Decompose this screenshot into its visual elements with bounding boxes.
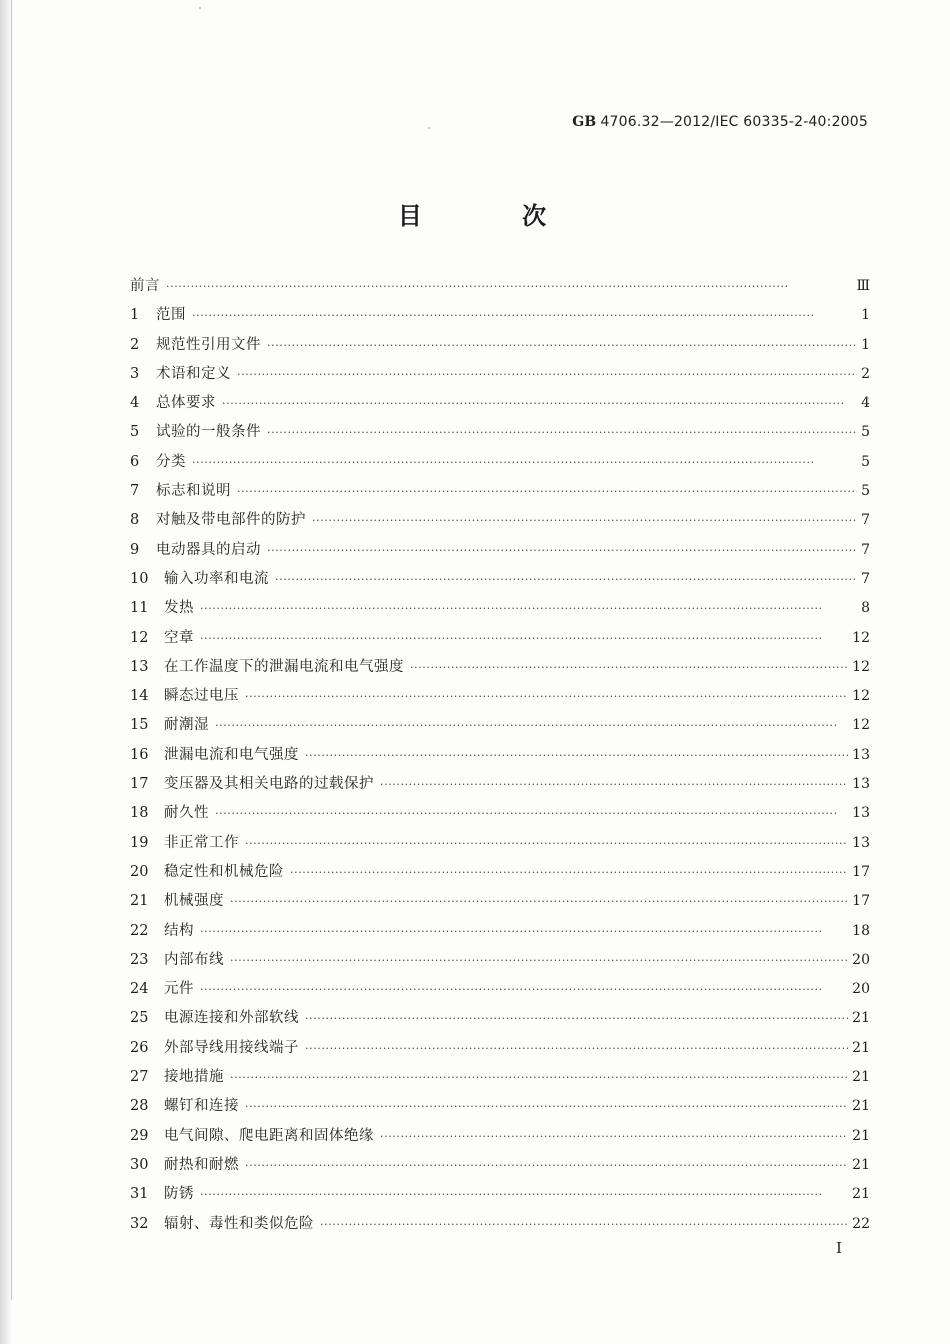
standard-number-header xyxy=(572,114,868,130)
toc-entry-number: 22 xyxy=(130,922,149,939)
scan-speck xyxy=(199,7,201,9)
toc-dot-leader xyxy=(245,690,848,703)
toc-entry-title: 范围 xyxy=(156,307,186,324)
toc-entry-number: 32 xyxy=(130,1215,149,1232)
toc-dot-leader xyxy=(267,544,857,557)
toc-dot-leader xyxy=(200,983,848,996)
toc-entry-number: 6 xyxy=(130,453,140,470)
toc-entry[interactable] xyxy=(130,713,870,742)
toc-entry-title: 瞬态过电压 xyxy=(164,688,239,705)
toc-entry-title: 螺钉和连接 xyxy=(164,1098,239,1115)
toc-entry-page: 5 xyxy=(861,453,870,470)
toc-entry-page: 13 xyxy=(852,834,870,851)
toc-entry-page: 4 xyxy=(861,395,870,412)
standard-prefix: GB xyxy=(572,114,597,130)
toc-entry-page: 1 xyxy=(861,336,870,353)
toc-dot-leader xyxy=(166,280,852,293)
toc-entry-title: 耐热和耐燃 xyxy=(164,1156,239,1173)
toc-entry-title: 泄漏电流和电气强度 xyxy=(164,746,299,763)
toc-entry-number: 13 xyxy=(130,658,149,675)
toc-entry[interactable] xyxy=(130,1006,870,1035)
toc-entry-number: 26 xyxy=(130,1039,149,1056)
toc-entry[interactable] xyxy=(130,333,870,362)
toc-entry-number: 1 xyxy=(130,307,140,324)
toc-dot-leader xyxy=(267,426,857,439)
toc-entry-page: 5 xyxy=(861,424,870,441)
toc-entry[interactable] xyxy=(130,801,870,830)
toc-entry[interactable] xyxy=(130,508,870,537)
toc-entry-number: 12 xyxy=(130,629,149,646)
toc-entry-page: 13 xyxy=(852,805,870,822)
toc-dot-leader xyxy=(237,485,857,498)
toc-entry-title: 分类 xyxy=(156,453,186,470)
toc-dot-leader xyxy=(245,837,848,850)
toc-entry-number: 30 xyxy=(130,1156,149,1173)
toc-entry[interactable] xyxy=(130,1153,870,1182)
toc-entry-title: 试验的一般条件 xyxy=(156,424,261,441)
toc-entry-title: 空章 xyxy=(164,629,194,646)
toc-entry-page: 21 xyxy=(852,1039,870,1056)
toc-dot-leader xyxy=(305,1012,848,1025)
toc-entry-page: 12 xyxy=(852,717,870,734)
toc-dot-leader xyxy=(245,1100,848,1113)
toc-dot-leader xyxy=(237,368,857,381)
toc-dot-leader xyxy=(200,632,848,645)
toc-dot-leader xyxy=(230,895,848,908)
toc-dot-leader xyxy=(380,1130,848,1143)
toc-entry-title: 变压器及其相关电路的过载保护 xyxy=(164,776,374,793)
toc-entry[interactable] xyxy=(130,772,870,801)
toc-entry-page: 18 xyxy=(852,922,870,939)
toc-entry-page: 7 xyxy=(861,570,870,587)
toc-dot-leader xyxy=(200,602,857,615)
toc-entry[interactable] xyxy=(130,303,870,332)
toc-entry-number: 15 xyxy=(130,717,149,734)
scan-edge-line xyxy=(11,0,12,1300)
toc-entry-page: 8 xyxy=(861,600,870,617)
toc-entry-title: 在工作温度下的泄漏电流和电气强度 xyxy=(164,658,404,675)
page-number: Ⅰ xyxy=(836,1239,842,1257)
toc-entry[interactable] xyxy=(130,1182,870,1211)
toc-entry-page: 13 xyxy=(852,746,870,763)
toc-entry-page: 21 xyxy=(852,1098,870,1115)
toc-entry[interactable] xyxy=(130,1036,870,1065)
toc-entry-number: 18 xyxy=(130,805,149,822)
toc-entry-page: 12 xyxy=(852,658,870,675)
toc-entry-title: 输入功率和电流 xyxy=(164,570,269,587)
toc-entry-title: 对触及带电部件的防护 xyxy=(156,512,306,529)
toc-entry-title: 前言 xyxy=(130,278,160,294)
toc-dot-leader xyxy=(200,925,848,938)
toc-entry-number: 14 xyxy=(130,688,149,705)
toc-entry-page: 12 xyxy=(852,629,870,646)
toc-entry-title: 耐潮湿 xyxy=(164,717,209,734)
toc-entry[interactable] xyxy=(130,538,870,567)
toc-entry[interactable] xyxy=(130,567,870,596)
toc-entry-number: 10 xyxy=(130,570,149,587)
toc-entry-page: 2 xyxy=(861,365,870,382)
toc-entry[interactable] xyxy=(130,860,870,889)
toc-dot-leader xyxy=(245,1159,848,1172)
toc-entry-number: 25 xyxy=(130,1010,149,1027)
toc-dot-leader xyxy=(305,1042,848,1055)
toc-entry-number: 28 xyxy=(130,1098,149,1115)
toc-entry-title: 结构 xyxy=(164,922,194,939)
toc-entry[interactable] xyxy=(130,1065,870,1094)
toc-entry[interactable] xyxy=(130,420,870,449)
toc-entry-number: 27 xyxy=(130,1069,149,1086)
toc-entry-title: 电气间隙、爬电距离和固体绝缘 xyxy=(164,1127,374,1144)
scan-speck xyxy=(428,127,430,129)
toc-entry-number: 20 xyxy=(130,863,149,880)
toc-entry[interactable] xyxy=(130,1094,870,1123)
toc-dot-leader xyxy=(222,397,857,410)
page-title: 目 次 xyxy=(397,202,593,230)
toc-dot-leader xyxy=(305,749,848,762)
toc-dot-leader xyxy=(230,954,848,967)
toc-entry-number: 5 xyxy=(130,424,140,441)
toc-dot-leader xyxy=(312,514,857,527)
toc-entry[interactable] xyxy=(130,626,870,655)
toc-entry-title: 术语和定义 xyxy=(156,365,231,382)
toc-entry-page: 21 xyxy=(852,1127,870,1144)
toc-entry[interactable] xyxy=(130,889,870,918)
toc-entry-page: 17 xyxy=(852,863,870,880)
toc-dot-leader xyxy=(380,778,848,791)
toc-entry-number: 16 xyxy=(130,746,149,763)
toc-entry-number: 9 xyxy=(130,541,140,558)
toc-entry[interactable] xyxy=(130,919,870,948)
toc-dot-leader xyxy=(230,1071,848,1084)
toc-entry-title: 电源连接和外部软线 xyxy=(164,1010,299,1027)
toc-entry-number: 11 xyxy=(130,600,149,617)
toc-dot-leader xyxy=(200,1188,848,1201)
toc-entry[interactable] xyxy=(130,1124,870,1153)
toc-entry-number: 3 xyxy=(130,365,140,382)
toc-entry-page: 17 xyxy=(852,893,870,910)
toc-entry-title: 稳定性和机械危险 xyxy=(164,863,284,880)
toc-entry[interactable] xyxy=(130,684,870,713)
toc-entry-page: 1 xyxy=(861,307,870,324)
table-of-contents xyxy=(130,274,870,1241)
toc-entry-title: 机械强度 xyxy=(164,893,224,910)
toc-entry-page: 22 xyxy=(852,1215,870,1232)
toc-entry-page: 20 xyxy=(852,951,870,968)
toc-entry-number: 17 xyxy=(130,776,149,793)
toc-entry-page: 12 xyxy=(852,688,870,705)
toc-entry[interactable] xyxy=(130,450,870,479)
toc-entry-number: 29 xyxy=(130,1127,149,1144)
toc-entry-title: 发热 xyxy=(164,600,194,617)
toc-dot-leader xyxy=(275,573,857,586)
toc-entry-page: 21 xyxy=(852,1010,870,1027)
toc-entry-title: 总体要求 xyxy=(156,395,216,412)
toc-entry-title: 元件 xyxy=(164,981,194,998)
toc-entry[interactable] xyxy=(130,1212,870,1241)
toc-dot-leader xyxy=(267,339,857,352)
toc-entry-page: 21 xyxy=(852,1069,870,1086)
toc-entry[interactable] xyxy=(130,948,870,977)
toc-entry-number: 7 xyxy=(130,483,140,500)
toc-entry-number: 4 xyxy=(130,395,140,412)
toc-entry[interactable] xyxy=(130,596,870,625)
toc-entry-number: 8 xyxy=(130,512,140,529)
toc-entry-title: 耐久性 xyxy=(164,805,209,822)
toc-dot-leader xyxy=(290,866,848,879)
toc-entry[interactable] xyxy=(130,479,870,508)
toc-entry-page: 20 xyxy=(852,981,870,998)
toc-entry-page: 21 xyxy=(852,1156,870,1173)
toc-entry[interactable] xyxy=(130,655,870,684)
toc-dot-leader xyxy=(192,456,857,469)
toc-entry-title: 非正常工作 xyxy=(164,834,239,851)
toc-entry[interactable] xyxy=(130,831,870,860)
toc-dot-leader xyxy=(192,309,857,322)
toc-entry-title: 内部布线 xyxy=(164,951,224,968)
toc-entry-page: 7 xyxy=(861,541,870,558)
toc-dot-leader xyxy=(320,1218,848,1231)
toc-entry-title: 标志和说明 xyxy=(156,483,231,500)
toc-dot-leader xyxy=(215,719,848,732)
toc-entry[interactable] xyxy=(130,362,870,391)
toc-entry-number: 21 xyxy=(130,893,149,910)
toc-entry-page: 5 xyxy=(861,483,870,500)
standard-code: 4706.32—2012/IEC 60335-2-40:2005 xyxy=(600,114,868,130)
toc-entry-page: Ⅲ xyxy=(856,278,870,294)
toc-dot-leader xyxy=(215,807,848,820)
toc-entry[interactable] xyxy=(130,391,870,420)
toc-dot-leader xyxy=(410,661,848,674)
toc-entry[interactable] xyxy=(130,743,870,772)
toc-entry[interactable] xyxy=(130,977,870,1006)
toc-entry-number: 19 xyxy=(130,834,149,851)
toc-entry-page: 21 xyxy=(852,1186,870,1203)
toc-entry[interactable] xyxy=(130,274,870,303)
toc-entry-title: 电动器具的启动 xyxy=(156,541,261,558)
toc-entry-title: 辐射、毒性和类似危险 xyxy=(164,1215,314,1232)
toc-entry-title: 接地措施 xyxy=(164,1069,224,1086)
toc-entry-page: 13 xyxy=(852,776,870,793)
toc-entry-title: 外部导线用接线端子 xyxy=(164,1039,299,1056)
toc-entry-page: 7 xyxy=(861,512,870,529)
toc-entry-number: 23 xyxy=(130,951,149,968)
toc-entry-number: 24 xyxy=(130,981,149,998)
toc-entry-number: 31 xyxy=(130,1186,149,1203)
toc-entry-title: 防锈 xyxy=(164,1186,194,1203)
toc-entry-title: 规范性引用文件 xyxy=(156,336,261,353)
toc-entry-number: 2 xyxy=(130,336,140,353)
